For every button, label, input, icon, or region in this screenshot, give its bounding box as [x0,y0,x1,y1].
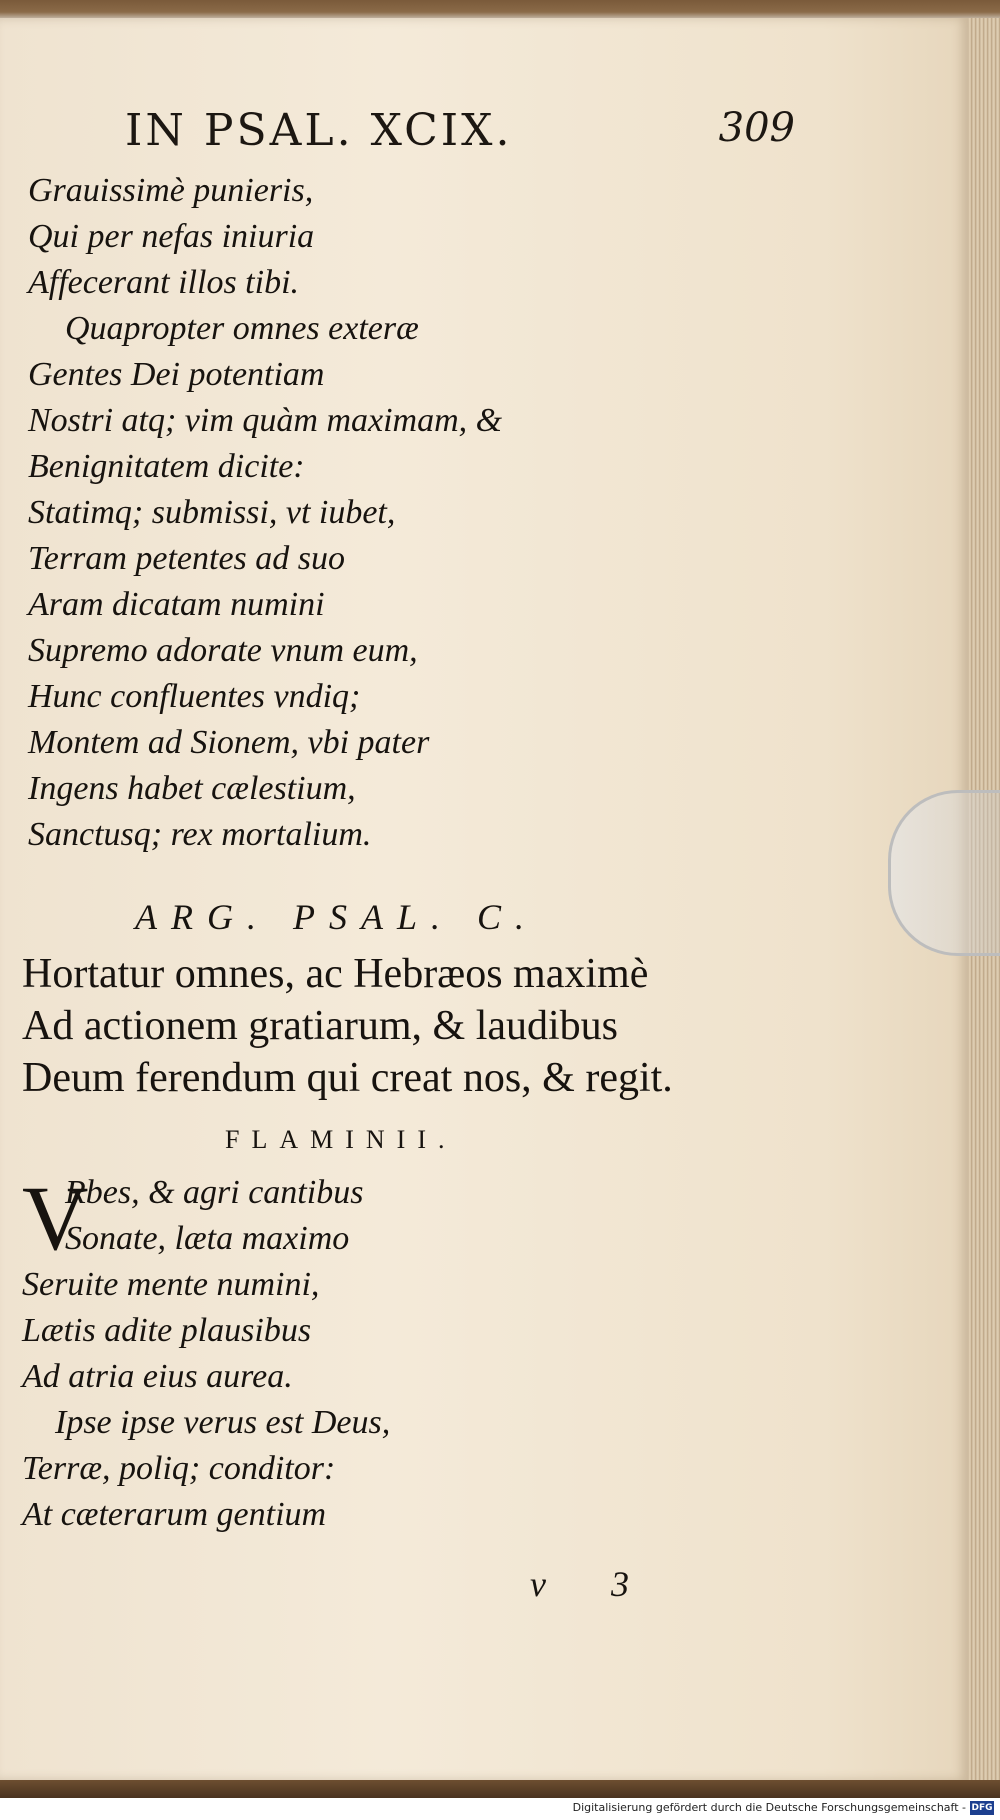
verse-line: Aram dicatam numini [28,586,325,623]
poem-line: Ad atria eius aurea. [22,1358,293,1395]
verse-line: Benignitatem dicite: [28,448,305,485]
argument-block [0,948,940,1104]
poem-author-heading: FLAMINII. [225,1125,457,1154]
credit-bar [0,1798,1000,1820]
verse-line: Terram petentes ad suo [28,540,346,577]
verse-line: Hunc confluentes vndiq; [28,678,361,715]
poem-line: Sonate, læta maximo [65,1220,350,1257]
verse-line: Nostri atq; vim quàm maximam, & [28,402,503,439]
dfg-logo: DFG [971,1803,993,1813]
poem-block [0,1167,940,1538]
poem-line: Rbes, & agri cantibus [65,1174,364,1211]
verse-line: Supremo adorate vnum eum, [28,632,418,669]
running-head: IN PSAL. XCIX. [125,105,513,156]
page-header [125,105,795,165]
poem-line: Terræ, poliq; conditor: [22,1450,336,1487]
verse-line: Affecerant illos tibi. [28,264,300,301]
argument-line: Hortatur omnes, ac Hebræos maximè [22,951,649,997]
poem-line: At cæterarum gentium [22,1496,327,1533]
verse-line: Quapropter omnes exteræ [65,310,419,347]
verse-line: Qui per nefas iniuria [28,218,315,255]
signature-mark: v 3 [530,1564,657,1604]
drop-capital: V [22,1167,89,1269]
poem-line: Ipse ipse verus est Deus, [55,1404,391,1441]
argument-title: ARG. PSAL. C. [135,897,538,937]
verse-line: Gentes Dei potentiam [28,356,325,393]
argument-line: Ad actionem gratiarum, & laudibus [22,1003,619,1049]
verse-block-top [0,168,940,858]
verse-line: Sanctusq; rex mortalium. [28,816,372,853]
poem-line: Lætis adite plausibus [22,1312,312,1349]
verse-line: Montem ad Sionem, vbi pater [28,724,430,761]
page-number: 309 [718,105,795,151]
verse-line: Grauissimè punieris, [28,172,314,209]
poem-line: Seruite mente numini, [22,1266,320,1303]
verse-line: Ingens habet cælestium, [28,770,356,807]
verse-line: Statimq; submissi, vt iubet, [28,494,396,531]
scan-bottom-border [0,1780,1000,1798]
credit-text: Digitalisierung gefördert durch die Deutsche Forschungsgemeinschaft - [572,1801,966,1814]
argument-line: Deum ferendum qui creat nos, & regit. [22,1055,673,1101]
